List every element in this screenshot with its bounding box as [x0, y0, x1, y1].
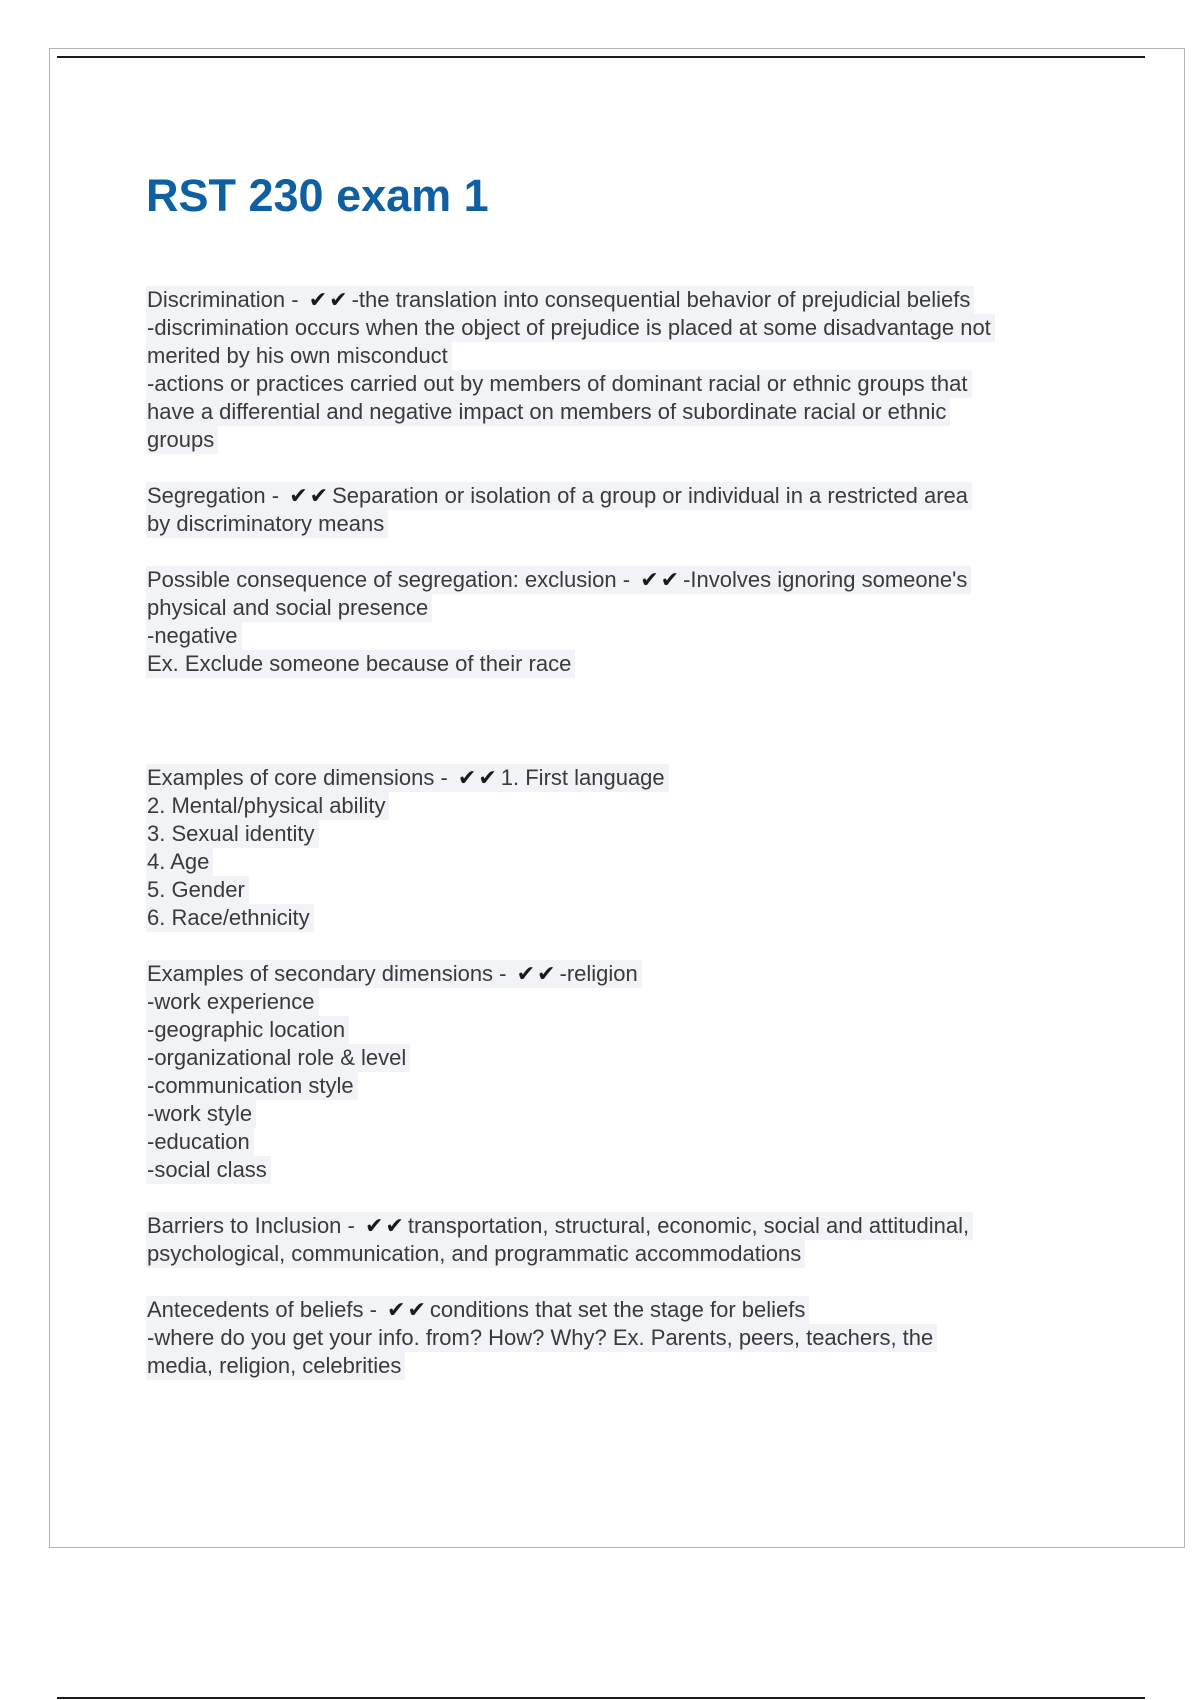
card-definition: 1. First language	[500, 764, 665, 790]
card-line: -communication style	[146, 1072, 358, 1100]
card-term: Possible consequence of segregation: exclusion -	[147, 566, 637, 592]
card-term: Barriers to Inclusion -	[147, 1212, 361, 1238]
card-first-line	[146, 482, 972, 510]
flashcard-barriers-to-inclusion	[146, 1212, 1086, 1268]
card-definition: Separation or isolation of a group or individual in a restricted area	[332, 482, 969, 508]
card-term: Discrimination -	[147, 286, 305, 312]
card-line: -negative	[146, 622, 242, 650]
double-check-icon: ✔✔	[640, 566, 682, 592]
double-check-icon: ✔✔	[516, 960, 558, 986]
card-line: -work style	[146, 1100, 256, 1128]
card-line: 5. Gender	[146, 876, 249, 904]
card-line: 4. Age	[146, 848, 213, 876]
card-first-line	[146, 286, 974, 314]
double-check-icon: ✔✔	[308, 286, 350, 312]
card-line: -education	[146, 1128, 254, 1156]
card-definition: transportation, structural, economic, social and attitudinal,	[407, 1212, 970, 1238]
double-check-icon: ✔✔	[457, 764, 499, 790]
flashcard-secondary-dimensions	[146, 960, 1086, 1184]
flashcard-core-dimensions	[146, 764, 1086, 932]
card-line: -work experience	[146, 988, 319, 1016]
card-line: 2. Mental/physical ability	[146, 792, 389, 820]
bottom-rule	[57, 1697, 1145, 1699]
card-line: merited by his own misconduct	[146, 342, 452, 370]
card-term: Antecedents of beliefs -	[147, 1296, 384, 1322]
card-line: 6. Race/ethnicity	[146, 904, 314, 932]
card-line: media, religion, celebrities	[146, 1352, 405, 1380]
card-definition: -the translation into consequential behavior of prejudicial beliefs	[351, 286, 971, 312]
card-line: by discriminatory means	[146, 510, 388, 538]
card-line: -actions or practices carried out by members of dominant racial or ethnic groups that	[146, 370, 972, 398]
card-term: Examples of secondary dimensions -	[147, 960, 513, 986]
double-check-icon: ✔✔	[364, 1212, 406, 1238]
card-line: 3. Sexual identity	[146, 820, 319, 848]
flashcard-discrimination	[146, 286, 1086, 454]
double-check-icon: ✔✔	[387, 1296, 428, 1322]
card-first-line	[146, 566, 971, 594]
card-line: have a differential and negative impact on members of subordinate racial or ethnic	[146, 398, 950, 426]
card-line: -geographic location	[146, 1016, 349, 1044]
card-definition: -Involves ignoring someone's	[683, 566, 968, 592]
card-line: physical and social presence	[146, 594, 432, 622]
card-first-line	[146, 1212, 973, 1240]
flashcard-antecedents-of-beliefs	[146, 1296, 1086, 1380]
card-line: -social class	[146, 1156, 271, 1184]
card-line: -where do you get your info. from? How? Why? Ex. Parents, peers, teachers, the	[146, 1324, 937, 1352]
card-first-line	[146, 960, 642, 988]
card-line: Ex. Exclude someone because of their race	[146, 650, 575, 678]
document-content	[146, 170, 1086, 1408]
card-line: psychological, communication, and programmatic accommodations	[146, 1240, 805, 1268]
card-definition: -religion	[559, 960, 638, 986]
card-line: -organizational role & level	[146, 1044, 410, 1072]
card-first-line	[146, 764, 669, 792]
double-check-icon: ✔✔	[289, 482, 331, 508]
card-first-line	[146, 1296, 809, 1324]
flashcard-exclusion	[146, 566, 1086, 678]
card-definition: conditions that set the stage for beliefs	[429, 1296, 806, 1322]
document-title: RST 230 exam 1	[146, 170, 489, 221]
card-line: groups	[146, 426, 218, 454]
card-term: Segregation -	[147, 482, 286, 508]
flashcard-segregation	[146, 482, 1086, 538]
card-line: -discrimination occurs when the object of prejudice is placed at some disadvantage not	[146, 314, 995, 342]
card-term: Examples of core dimensions -	[147, 764, 454, 790]
